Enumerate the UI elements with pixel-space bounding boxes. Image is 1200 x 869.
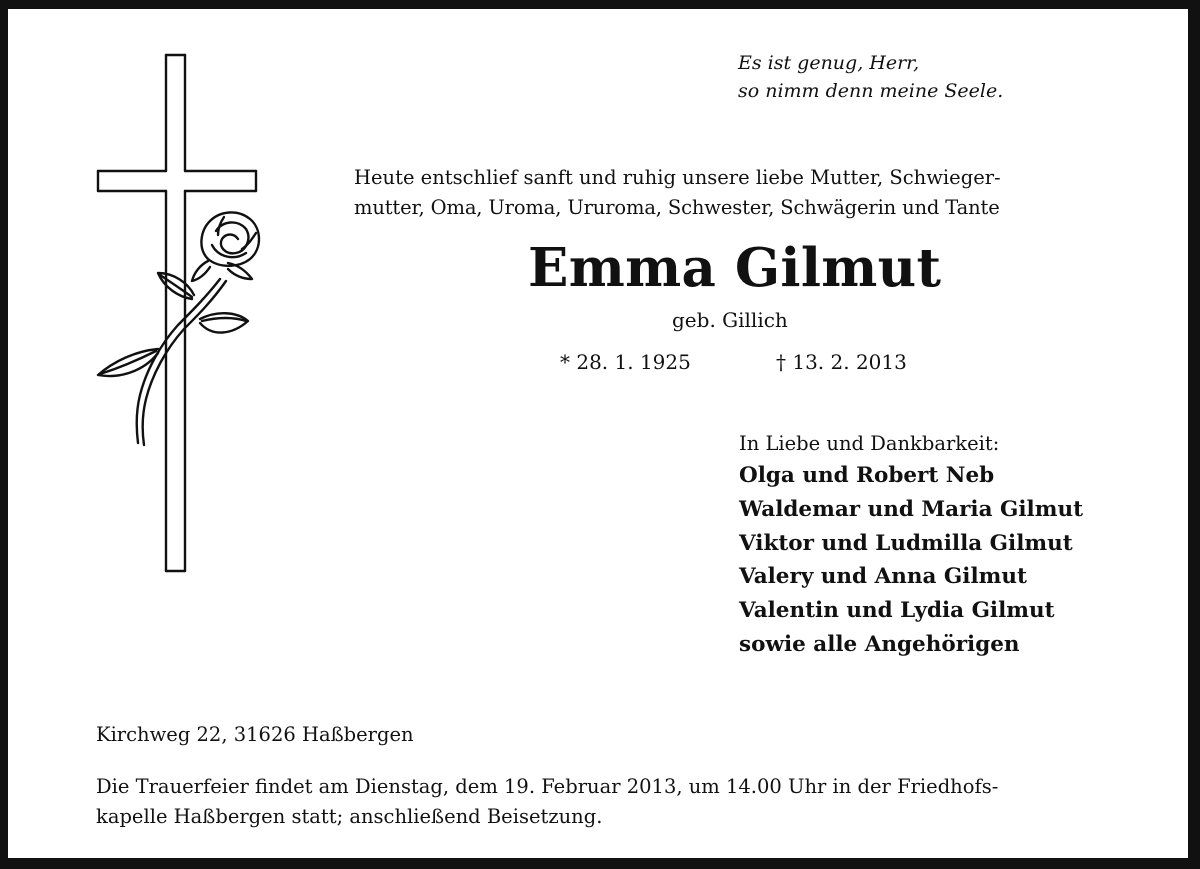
death-date: † 13. 2. 2013 [776, 350, 907, 374]
ceremony-line: Die Trauerfeier findet am Dienstag, dem 19. Februar 2013, um 14.00 Uhr in der Friedhofs- [96, 775, 999, 798]
ceremony-notice [96, 772, 998, 832]
ceremony-line: kapelle Haßbergen statt; anschließend Beisetzung. [96, 805, 603, 828]
motto-verse [738, 49, 1003, 105]
motto-line: Es ist genug, Herr, [738, 52, 920, 74]
mourner-name: Viktor und Ludmilla Gilmut [739, 530, 1073, 556]
cross-with-rose-icon [88, 49, 288, 579]
mourner-name: Valentin und Lydia Gilmut [739, 598, 1055, 624]
intro-text [354, 163, 1001, 223]
birth-name: geb. Gillich [672, 308, 788, 332]
mourner-name: Valery und Anna Gilmut [739, 564, 1027, 590]
motto-line: so nimm denn meine Seele. [738, 80, 1004, 102]
mourner-name: Olga und Robert Neb [739, 463, 995, 488]
address: Kirchweg 22, 31626 Haßbergen [96, 723, 414, 746]
intro-line: mutter, Oma, Uroma, Ururoma, Schwester, Schwägerin und Tante [354, 196, 1000, 219]
mourner-name: Waldemar und Maria Gilmut [739, 496, 1084, 522]
intro-line: Heute entschlief sanft und ruhig unsere liebe Mutter, Schwieger- [354, 166, 1001, 189]
deceased-name: Emma Gilmut [528, 237, 942, 299]
mourners-lead: In Liebe und Dankbarkeit: [739, 432, 1000, 455]
birth-date: * 28. 1. 1925 [560, 350, 691, 374]
mourners-list [739, 429, 1083, 662]
mourner-name: sowie alle Angehörigen [739, 631, 1020, 657]
